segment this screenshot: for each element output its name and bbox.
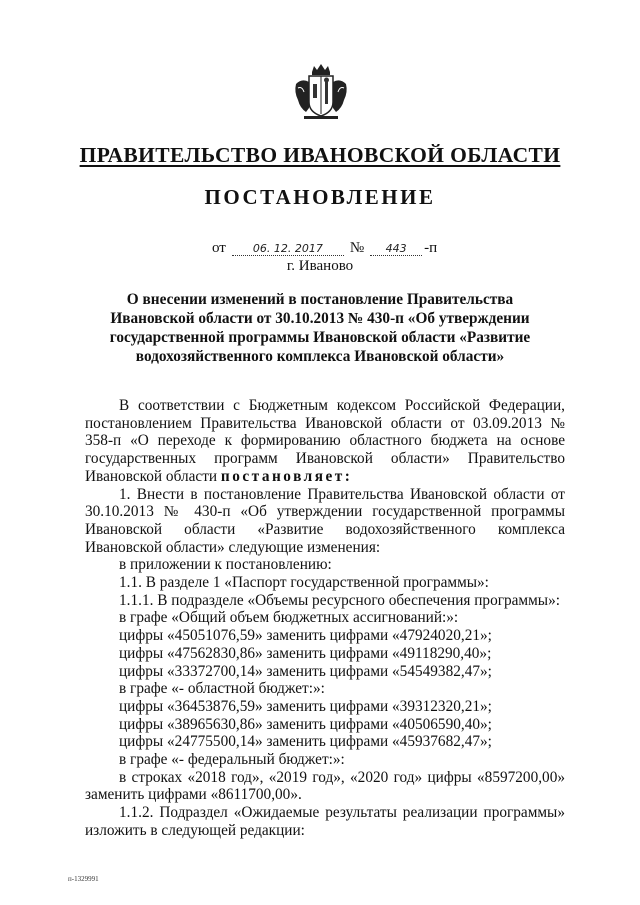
item-1-1-2: 1.1.2. Подраздел «Ожидаемые результаты реализации программы» изложить в следующей редакции: [85, 804, 565, 839]
date-number-line [212, 240, 437, 257]
preamble-paragraph: В соответствии с Бюджетным кодексом Российской Федерации, постановлением Правительства Ивановской области от 03.09.2013 № 358-п «О переходе к формированию областного бюджета на основе государственных программ Ивановской области» Правительство Ивановской области постановляет: [85, 397, 565, 485]
number-suffix: -п [424, 240, 438, 256]
federal-heading: в графе «- федеральный бюджет:»: [119, 751, 345, 769]
resolves-word: постановляет: [220, 467, 353, 485]
number-field: 443 [370, 242, 422, 256]
date-prefix: от [212, 240, 226, 256]
regional-heading: в графе «- областной бюджет:»: [119, 680, 325, 698]
coat-of-arms-icon [290, 62, 352, 124]
regional-change: цифры «38965630,86» заменить цифрами «40506590,40»; [119, 715, 492, 733]
item-1-1: 1.1. В разделе 1 «Паспорт государственной программы»: [119, 574, 489, 592]
organization-title: ПРАВИТЕЛЬСТВО ИВАНОВСКОЙ ОБЛАСТИ [79, 143, 561, 167]
document-type: ПОСТАНОВЛЕНИЕ [204, 185, 436, 209]
item-1-1-1: 1.1.1. В подразделе «Объемы ресурсного обеспечения программы»: [119, 591, 560, 609]
document-body [85, 397, 565, 840]
number-sign: № [349, 240, 365, 256]
regional-change: цифры «24775500,14» заменить цифрами «45937682,47»; [119, 733, 492, 751]
document-subject [92, 290, 548, 366]
federal-change: в строках «2018 год», «2019 год», «2020 год» цифры «8597200,00» заменить цифрами «8611700,00». [85, 768, 565, 804]
date-field: 06. 12. 2017 [232, 242, 344, 256]
subject-line: государственной программы Ивановской области «Развитие [109, 329, 531, 346]
subject-line: Ивановской области от 30.10.2013 № 430-п «Об утверждении [110, 310, 530, 327]
document-code: п-1329991 [68, 875, 99, 883]
annex-line: в приложении к постановлению: [119, 556, 332, 574]
item-1: 1. Внести в постановление Правительства Ивановской области от 30.10.2013 № 430-п «Об утверждении государственной программы Ивановской области «Развитие водохозяйственного комплекса Ивановской области» следующие изменения: [85, 485, 565, 556]
city: г. Иваново [286, 258, 354, 274]
total-change: цифры «33372700,14» заменить цифрами «54549382,47»; [119, 662, 492, 680]
subject-line: водохозяйственного комплекса Ивановской области» [135, 348, 505, 365]
total-heading: в графе «Общий объем бюджетных ассигнований:»: [119, 609, 459, 627]
total-change: цифры «45051076,59» заменить цифрами «47924020,21»; [119, 627, 492, 645]
regional-change: цифры «36453876,59» заменить цифрами «39312320,21»; [119, 697, 492, 715]
total-change: цифры «47562830,86» заменить цифрами «49118290,40»; [119, 644, 492, 662]
subject-line: О внесении изменений в постановление Правительства [126, 291, 514, 308]
